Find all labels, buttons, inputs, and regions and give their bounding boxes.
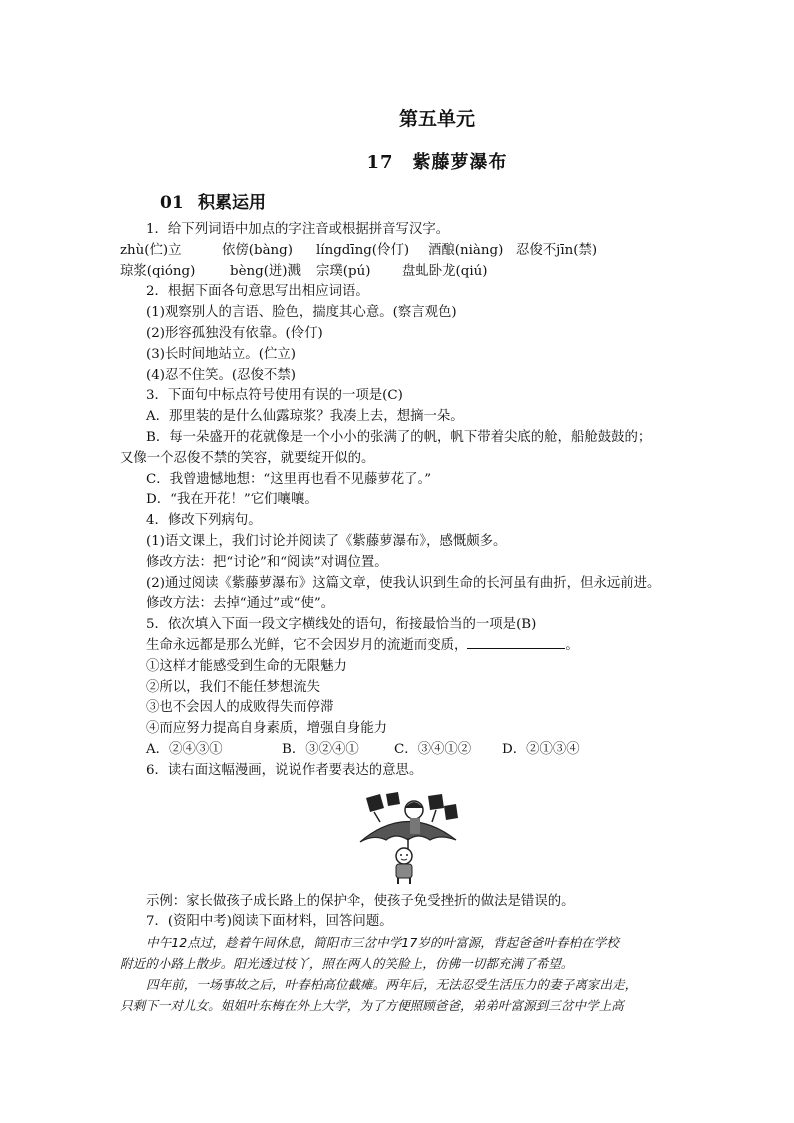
question-body bbox=[120, 220, 666, 1016]
q4-sentence: (2)通过阅读《紫藤萝瀑布》这篇文章，使我认识到生命的长河虽有曲折，但永远前进。 bbox=[146, 575, 661, 591]
q4-fix: 修改方法：去掉“通过”或“使”。 bbox=[146, 596, 335, 612]
section-number: 01 bbox=[160, 193, 184, 213]
reading-passage bbox=[120, 933, 666, 1016]
q1-word: 依傍(bàng) bbox=[222, 242, 293, 258]
q4-sentence: (1)语文课上，我们讨论并阅读了《紫藤萝瀑布》，感慨颇多。 bbox=[146, 533, 507, 549]
lesson-title: 17 紫藤萝瀑布 bbox=[366, 152, 508, 173]
q1-word: 宗璞(pú) bbox=[316, 263, 371, 279]
q2-item: (1)观察别人的言语、脸色，揣度其心意。(察言观色) bbox=[146, 305, 457, 321]
q2-item: (3)长时间地站立。(伫立) bbox=[146, 346, 296, 362]
q3-option-a: A．那里装的是什么仙露琼浆？我凑上去，想摘一朵。 bbox=[146, 409, 464, 425]
q6-answer: 示例：家长做孩子成长路上的保护伞，使孩子免受挫折的做法是错误的。 bbox=[146, 893, 575, 909]
q5-item: ④而应努力提高自身素质，增强自身能力 bbox=[146, 721, 388, 737]
q5-sentence bbox=[146, 636, 666, 657]
q6-stem: 6．读右面这幅漫画，说说作者要表达的意思。 bbox=[146, 762, 423, 778]
q5-item: ②所以，我们不能任梦想流失 bbox=[146, 679, 321, 695]
passage-line: 附近的小路上散步。阳光透过枝丫，照在两人的笑脸上，仿佛一切都充满了希望。 bbox=[120, 955, 574, 971]
q5-option: C．③④①② bbox=[394, 741, 472, 757]
q5-stem: 5．依次填入下面一段文字横线处的语句，衔接最恰当的一项是(B) bbox=[146, 617, 537, 633]
q5-options bbox=[146, 740, 666, 761]
q2-stem: 2．根据下面各句意思写出相应词语。 bbox=[146, 284, 369, 300]
q5-blank bbox=[467, 636, 565, 649]
section-name: 积累运用 bbox=[198, 193, 266, 213]
q1-word: 忍俊不jīn(禁) bbox=[516, 242, 598, 258]
q1-word: zhù(伫)立 bbox=[120, 242, 182, 258]
umbrella-parent-child-icon bbox=[352, 792, 462, 884]
q2-item: (2)形容孤独没有依靠。(伶仃) bbox=[146, 325, 323, 341]
q3-option-c: C．我曾遗憾地想：“这里再也看不见藤萝花了。” bbox=[146, 471, 432, 487]
q1-word: língdīng(伶仃) bbox=[316, 242, 410, 258]
q3-option-d: D．“我在开花！”它们嚷嚷。 bbox=[146, 492, 318, 508]
q4-fix: 修改方法：把“讨论”和“阅读”对调位置。 bbox=[146, 554, 388, 570]
q5-option: B．③②④① bbox=[282, 741, 359, 757]
q5-option: D．②①③④ bbox=[502, 741, 580, 757]
passage-line: 四年前，一场事故之后，叶春柏高位截瘫。两年后，无法忍受生活压力的妻子离家出走， bbox=[146, 976, 638, 992]
q5-item: ③也不会因人的成败得失而停滞 bbox=[146, 700, 334, 716]
q1-word: 酒酿(niàng) bbox=[428, 242, 504, 258]
q1-word: 琼浆(qióng) bbox=[120, 263, 196, 279]
q5-option: A．②④③① bbox=[146, 741, 223, 757]
q1-word: bèng(迸)溅 bbox=[230, 263, 301, 279]
q2-item: (4)忍不住笑。(忍俊不禁) bbox=[146, 367, 296, 383]
q1-row1 bbox=[120, 241, 666, 262]
q3-option-b-cont: 又像一个忍俊不禁的笑容，就要绽开似的。 bbox=[120, 450, 375, 466]
q7-stem: 7．(资阳中考)阅读下面材料，回答问题。 bbox=[146, 914, 393, 930]
q5-item: ①这样才能感受到生命的无限魅力 bbox=[146, 658, 347, 674]
passage-line: 中午12点过，趁着午间休息，简阳市三岔中学17岁的叶富源，背起爸爸叶春柏在学校 bbox=[146, 935, 619, 951]
q5-sentence-text: 生命永远都是那么光鲜，它不会因岁月的流逝而变质， bbox=[146, 637, 468, 653]
unit-title: 第五单元 bbox=[398, 108, 475, 130]
q4-stem: 4．修改下列病句。 bbox=[146, 513, 262, 529]
q3-stem: 3．下面句中标点符号使用有误的一项是(C) bbox=[146, 388, 403, 404]
q1-row2 bbox=[120, 262, 666, 283]
q1-stem: 1．给下列词语中加点的字注音或根据拼音写汉字。 bbox=[146, 222, 450, 237]
q3-option-b: B．每一朵盛开的花就像是一个小小的张满了的帆，帆下带着尖底的舱，船舱鼓鼓的； bbox=[146, 429, 652, 445]
q5-sentence-end: 。 bbox=[565, 637, 579, 653]
section-heading bbox=[160, 188, 266, 213]
passage-line: 只剩下一对儿女。姐姐叶东梅在外上大学，为了方便照顾爸爸，弟弟叶富源到三岔中学上高 bbox=[120, 997, 624, 1013]
cartoon-illustration bbox=[352, 792, 462, 884]
q1-word: 盘虬卧龙(qiú) bbox=[402, 263, 488, 279]
